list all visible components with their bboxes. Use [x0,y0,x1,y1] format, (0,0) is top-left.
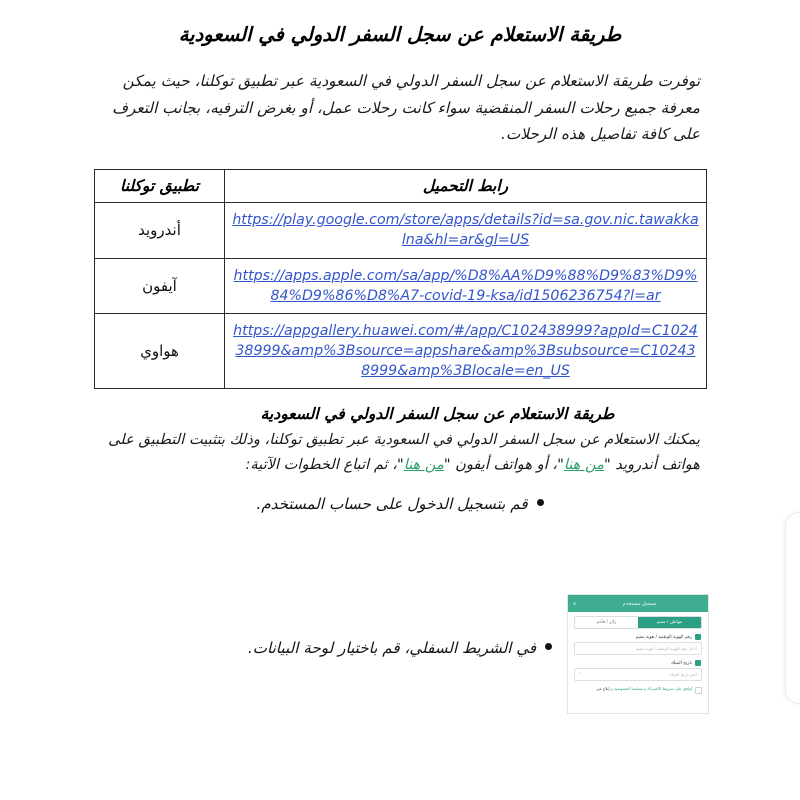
table-row [95,203,707,258]
consent-link-text[interactable]: إبلاغ غير [596,686,610,691]
birthdate-placeholder: اختر تاريخ الميلاد [669,672,697,677]
link-iphone-here[interactable]: من هنا [403,455,444,473]
calendar-icon [695,660,701,666]
paragraph-text-part1: يمكنك الاستعلام عن سجل السفر الدولي في السعودية عبر تطبيق توكلنا، وذلك بتثبيت التطبيق على هواتف أندرويد " [108,431,700,473]
platform-label-huawei: هواوي [95,313,225,388]
id-card-icon [695,634,701,640]
intro-paragraph: توفرت طريقة الاستعلام عن سجل السفر الدولي في السعودية عبر تطبيق توكلنا، حيث يمكن معرفة جميع رحلات السفر المنقضية سواء كانت رحلات عمل، أو بغرض الترفيه، بجانب التعرف على كافة تفاصيل هذه الرحلات. [112,72,700,143]
app-screenshot-image [567,594,709,714]
platform-label-iphone: آيفون [95,258,225,313]
app-tab-group [574,616,702,629]
app-topbar-title: تسجيل مستخدم [622,600,657,607]
chevron-down-icon: ˅ [579,671,582,678]
app-topbar [568,595,708,612]
step-text-2: في الشريط السفلي، قم باختيار لوحة البيانات. [247,639,537,658]
consent-checkbox[interactable] [695,687,702,694]
platform-label-android: أندرويد [95,203,225,258]
download-link-iphone[interactable]: https://apps.apple.com/sa/app/%D8%AA%D9%88%D9%83%D9%84%D9%86%D8%A7-covid-19-ksa/id1506236754?l=ar [233,267,698,304]
download-link-cell-android [225,203,707,258]
birthdate-input[interactable] [574,668,702,681]
download-link-android[interactable]: https://play.google.com/store/apps/details?id=sa.gov.nic.tawakkalna&hl=ar&gl=US [232,212,699,249]
national-id-placeholder: أدخل رقم الهوية الوطنية / هوية مقيم [636,646,697,651]
consent-label [596,686,692,691]
download-links-table [94,169,707,389]
page-title: طريقة الاستعلام عن سجل السفر الدولي في السعودية [178,23,622,46]
section-heading: طريقة الاستعلام عن سجل السفر الدولي في السعودية [260,405,615,424]
table-header-row [95,170,707,203]
consent-text: أوافق على شروط الاشتراك و سياسة الخصوصية و [610,686,692,691]
step-text-1: قم بتسجيل الدخول على حساب المستخدم. [256,495,528,514]
paragraph-text-part2: "، أو هواتف أيفون " [443,455,564,473]
link-android-here[interactable]: من هنا [563,455,604,473]
field-label-national-id [575,634,701,640]
national-id-input[interactable] [574,642,702,655]
download-link-huawei[interactable]: https://appgallery.huawei.com/#/app/C102438999?appId=C102438999&amp%3Bsource=appshare&amp%3Bsubsource=C102438999&amp%3Blocale=en_US [233,322,698,380]
table-row [95,258,707,313]
paragraph-text-part3: "، ثم اتباع الخطوات الآتية: [245,455,404,473]
bullet-dot-icon [537,499,544,506]
download-link-cell-huawei [225,313,707,388]
column-header-app: تطبيق توكلنا [95,170,225,203]
chevron-left-icon: › [573,598,577,608]
tab-visitor[interactable]: زائر / قادم [596,620,617,625]
bullet-dot-icon [545,643,552,650]
field-label-text-1: رقم الهوية الوطنية / هوية مقيم [635,634,692,640]
consent-row[interactable] [574,686,702,694]
table-row [95,313,707,388]
field-label-text-2: تاريخ الميلاد [670,660,692,666]
tab-citizen-resident[interactable]: مواطن / مقيم [638,617,701,628]
column-header-link: رابط التحميل [225,170,707,203]
download-link-cell-iphone [225,258,707,313]
list-item [100,495,700,513]
section-paragraph [98,428,700,477]
field-label-birthdate [575,660,701,666]
